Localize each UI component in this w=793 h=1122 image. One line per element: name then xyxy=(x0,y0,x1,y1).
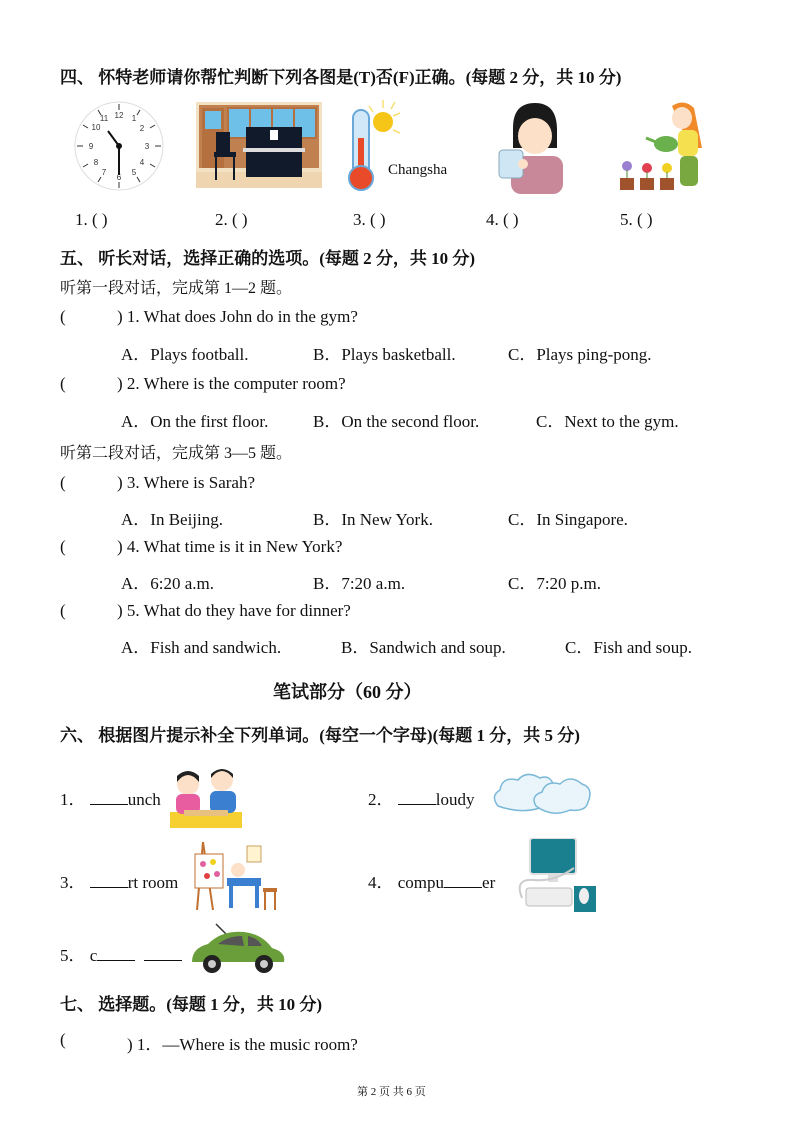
svg-text:4: 4 xyxy=(139,158,145,167)
svg-text:8: 8 xyxy=(93,158,99,167)
q3-text: ) 3. Where is Sarah? xyxy=(117,473,255,492)
q3-option-c: C．In Singapore. xyxy=(508,510,628,529)
answer-slot-1[interactable]: 1. ( ) xyxy=(75,210,108,229)
s7-q1-text: ) 1．—Where is the music room? xyxy=(127,1035,358,1054)
q4-text: ) 4. What time is it in New York? xyxy=(117,537,343,556)
svg-text:6: 6 xyxy=(116,173,122,182)
word-item-2 xyxy=(368,785,474,810)
word-suffix: er xyxy=(482,873,496,892)
q5-option-c: C．Fish and soup. xyxy=(565,638,693,657)
letter-blank[interactable] xyxy=(398,790,436,805)
word-item-number: 3． xyxy=(60,873,86,892)
q4-option-a: A．6:20 a.m. xyxy=(121,574,215,593)
q1-option-c: C．Plays ping-pong. xyxy=(508,345,652,364)
svg-text:7: 7 xyxy=(101,168,107,177)
word-item-1 xyxy=(60,785,161,810)
q2-text: ) 2. Where is the computer room? xyxy=(117,374,346,393)
q2-option-c: C．Next to the gym. xyxy=(536,412,679,431)
answer-slot-2[interactable]: 2. ( ) xyxy=(215,210,248,229)
q3-option-b: B．In New York. xyxy=(313,510,433,529)
q3-bracket[interactable]: ( xyxy=(60,473,66,492)
q2-bracket[interactable]: ( xyxy=(60,374,66,393)
word-item-4 xyxy=(368,868,495,893)
word-prefix: c xyxy=(89,946,98,965)
svg-text:12: 12 xyxy=(114,111,124,120)
section5-title: 五、 听长对话，选择正确的选项。(每题 2 分，共 10 分) xyxy=(60,249,476,268)
svg-text:10: 10 xyxy=(91,123,101,132)
word-suffix: loudy xyxy=(435,790,475,809)
q1-text: ) 1. What does John do in the gym? xyxy=(117,307,358,326)
piano-room-icon xyxy=(196,102,322,188)
q5-option-b: B．Sandwich and soup. xyxy=(341,638,506,657)
letter-blank[interactable] xyxy=(90,790,128,805)
computer-icon xyxy=(514,838,598,914)
section6-title: 六、 根据图片提示补全下列单词。(每空一个字母)(每题 1 分，共 5 分) xyxy=(60,726,580,745)
letter-blank[interactable] xyxy=(444,873,482,888)
q1-option-a: A．Plays football. xyxy=(121,345,249,364)
letter-blank[interactable] xyxy=(144,946,182,961)
q5-text: ) 5. What do they have for dinner? xyxy=(117,601,351,620)
dialog2-instruction: 听第二段对话，完成第 3—5 题。 xyxy=(60,445,293,462)
car-icon xyxy=(188,922,288,974)
answer-slot-4[interactable]: 4. ( ) xyxy=(486,210,519,229)
answer-slot-5[interactable]: 5. ( ) xyxy=(620,210,653,229)
section4-title: 四、 怀特老师请你帮忙判断下列各图是(T)否(F)正确。(每题 2 分，共 10 分) xyxy=(60,68,622,87)
q1-bracket[interactable]: ( xyxy=(60,307,66,326)
word-suffix: unch xyxy=(127,790,161,809)
q1-option-b: B．Plays basketball. xyxy=(313,345,456,364)
clock-icon xyxy=(70,98,168,194)
cloud-icon xyxy=(490,766,594,820)
children-lunch-icon xyxy=(168,764,244,830)
word-item-3 xyxy=(60,868,178,893)
svg-text:3: 3 xyxy=(144,142,150,151)
word-item-number: 4． xyxy=(368,873,394,892)
girl-watering-flowers-icon xyxy=(612,98,712,194)
word-suffix: rt room xyxy=(127,873,179,892)
word-item-5 xyxy=(60,941,182,966)
q4-option-c: C．7:20 p.m. xyxy=(508,574,602,593)
q5-option-a: A．Fish and sandwich. xyxy=(121,638,282,657)
word-prefix: compu xyxy=(397,873,445,892)
q4-bracket[interactable]: ( xyxy=(60,537,66,556)
word-item-number: 2． xyxy=(368,790,394,809)
s7-q1-bracket[interactable]: ( xyxy=(60,1030,66,1049)
svg-text:5: 5 xyxy=(131,168,137,177)
svg-text:1: 1 xyxy=(131,114,137,123)
section7-title: 七、 选择题。(每题 1 分，共 10 分) xyxy=(60,995,323,1014)
written-part-title: 笔试部分（60 分） xyxy=(273,682,422,702)
word-item-number: 5． xyxy=(60,946,86,965)
dialog1-instruction: 听第一段对话，完成第 1—2 题。 xyxy=(60,280,293,297)
q2-option-a: A．On the first floor. xyxy=(121,412,269,431)
svg-text:9: 9 xyxy=(88,142,94,151)
q5-bracket[interactable]: ( xyxy=(60,601,66,620)
q2-option-b: B．On the second floor. xyxy=(313,412,480,431)
letter-blank[interactable] xyxy=(97,946,135,961)
art-room-icon xyxy=(193,840,279,912)
thermometer-caption: Changsha xyxy=(388,162,448,178)
thermometer-sun-icon xyxy=(345,98,405,194)
q4-option-b: B．7:20 a.m. xyxy=(313,574,406,593)
svg-text:11: 11 xyxy=(99,114,109,123)
q3-option-a: A．In Beijing. xyxy=(121,510,223,529)
page-footer: 第 2 页 共 6 页 xyxy=(357,1086,426,1098)
word-item-number: 1． xyxy=(60,790,86,809)
svg-text:2: 2 xyxy=(139,124,145,133)
answer-slot-3[interactable]: 3. ( ) xyxy=(353,210,386,229)
girl-drinking-icon xyxy=(483,98,575,194)
letter-blank[interactable] xyxy=(90,873,128,888)
